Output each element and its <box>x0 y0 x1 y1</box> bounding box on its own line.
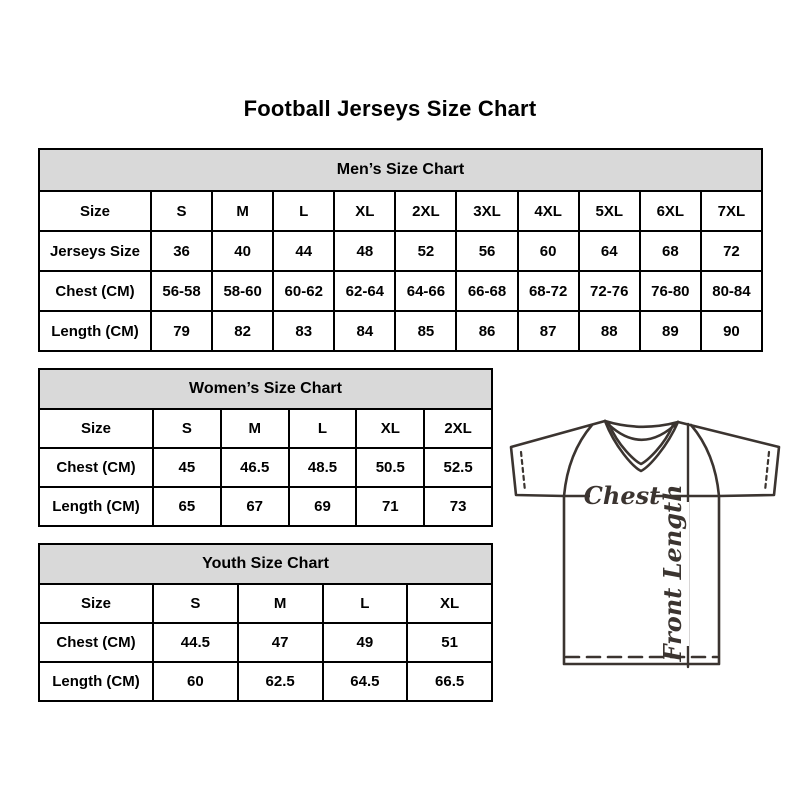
mens-table-cell: 36 <box>152 232 211 270</box>
mens-table-cell: 66-68 <box>457 272 516 310</box>
front-length-label: Front Length <box>658 484 687 662</box>
mens-table-cell: 60 <box>519 232 578 270</box>
youth-row-label: Size <box>40 585 152 622</box>
mens-table-cell: 83 <box>274 312 333 350</box>
mens-table-cell: 88 <box>580 312 639 350</box>
mens-table-cell: 84 <box>335 312 394 350</box>
mens-table-cell: L <box>274 192 333 230</box>
mens-table-cell: 6XL <box>641 192 700 230</box>
youth-row-label: Chest (CM) <box>40 624 152 661</box>
mens-table-cell: 58-60 <box>213 272 272 310</box>
mens-table-cell: 85 <box>396 312 455 350</box>
jersey-diagram-svg <box>495 395 795 695</box>
mens-table-cell: 68-72 <box>519 272 578 310</box>
mens-table-cell: 3XL <box>457 192 516 230</box>
womens-table-cell: 67 <box>222 488 288 525</box>
mens-row-label: Length (CM) <box>40 312 150 350</box>
youth-table-header: Youth Size Chart <box>40 545 491 583</box>
womens-table-cell: L <box>290 410 356 447</box>
mens-table-cell: 56-58 <box>152 272 211 310</box>
youth-size-table <box>38 543 493 702</box>
mens-row-label: Chest (CM) <box>40 272 150 310</box>
youth-table-cell: 60 <box>154 663 237 700</box>
mens-table-cell: 72-76 <box>580 272 639 310</box>
youth-table-cell: L <box>324 585 407 622</box>
mens-table-cell: 80-84 <box>702 272 761 310</box>
womens-table-cell: 52.5 <box>425 449 491 486</box>
mens-table-cell: 64 <box>580 232 639 270</box>
mens-table-cell: 5XL <box>580 192 639 230</box>
jersey-collar-inner-v <box>609 424 673 464</box>
jersey-body-outline <box>564 496 719 664</box>
womens-row-label: Size <box>40 410 152 447</box>
mens-table-cell: 64-66 <box>396 272 455 310</box>
womens-table-cell: 50.5 <box>357 449 423 486</box>
mens-row-label: Jerseys Size <box>40 232 150 270</box>
mens-table-cell: 44 <box>274 232 333 270</box>
youth-table-cell: 51 <box>408 624 491 661</box>
womens-size-table <box>38 368 493 527</box>
mens-table-cell: 52 <box>396 232 455 270</box>
mens-table-cell: 72 <box>702 232 761 270</box>
youth-row-label: Length (CM) <box>40 663 152 700</box>
mens-table-cell: XL <box>335 192 394 230</box>
youth-table-cell: 66.5 <box>408 663 491 700</box>
mens-table-cell: 4XL <box>519 192 578 230</box>
mens-table-cell: S <box>152 192 211 230</box>
womens-table-cell: 73 <box>425 488 491 525</box>
mens-table-cell: 62-64 <box>335 272 394 310</box>
mens-row-label: Size <box>40 192 150 230</box>
jersey-right-cuff-stitch-icon <box>765 452 769 491</box>
youth-table-cell: 49 <box>324 624 407 661</box>
mens-table-cell: M <box>213 192 272 230</box>
youth-table-cell: 44.5 <box>154 624 237 661</box>
womens-table-cell: 65 <box>154 488 220 525</box>
page-title: Football Jerseys Size Chart <box>243 96 537 121</box>
mens-table-cell: 86 <box>457 312 516 350</box>
mens-table-header: Men’s Size Chart <box>40 150 761 190</box>
youth-table-cell: 62.5 <box>239 663 322 700</box>
womens-table-cell: 69 <box>290 488 356 525</box>
womens-row-label: Length (CM) <box>40 488 152 525</box>
jersey-measurement-diagram <box>495 395 795 695</box>
chest-label: Chest <box>583 481 661 510</box>
mens-table-cell: 82 <box>213 312 272 350</box>
jersey-left-cuff-stitch-icon <box>521 452 525 491</box>
womens-table-cell: 48.5 <box>290 449 356 486</box>
youth-table-cell: S <box>154 585 237 622</box>
mens-table-cell: 87 <box>519 312 578 350</box>
mens-table-cell: 40 <box>213 232 272 270</box>
mens-table-cell: 2XL <box>396 192 455 230</box>
womens-table-cell: 2XL <box>425 410 491 447</box>
youth-table-cell: 64.5 <box>324 663 407 700</box>
mens-table-cell: 90 <box>702 312 761 350</box>
womens-table-header: Women’s Size Chart <box>40 370 491 408</box>
womens-table-cell: XL <box>357 410 423 447</box>
mens-table-cell: 89 <box>641 312 700 350</box>
jersey-right-sleeve <box>678 422 779 496</box>
womens-table-cell: 71 <box>357 488 423 525</box>
mens-table-cell: 56 <box>457 232 516 270</box>
mens-table-cell: 48 <box>335 232 394 270</box>
youth-table-cell: 47 <box>239 624 322 661</box>
mens-size-table <box>38 148 763 352</box>
womens-table-cell: S <box>154 410 220 447</box>
mens-table-cell: 60-62 <box>274 272 333 310</box>
womens-table-cell: M <box>222 410 288 447</box>
jersey-right-armhole-seam <box>691 425 719 496</box>
youth-table-cell: XL <box>408 585 491 622</box>
mens-table-cell: 7XL <box>702 192 761 230</box>
youth-table-cell: M <box>239 585 322 622</box>
mens-table-cell: 79 <box>152 312 211 350</box>
womens-table-cell: 46.5 <box>222 449 288 486</box>
jersey-collar-top-edge <box>605 421 678 427</box>
womens-row-label: Chest (CM) <box>40 449 152 486</box>
mens-table-cell: 76-80 <box>641 272 700 310</box>
womens-table-cell: 45 <box>154 449 220 486</box>
mens-table-cell: 68 <box>641 232 700 270</box>
